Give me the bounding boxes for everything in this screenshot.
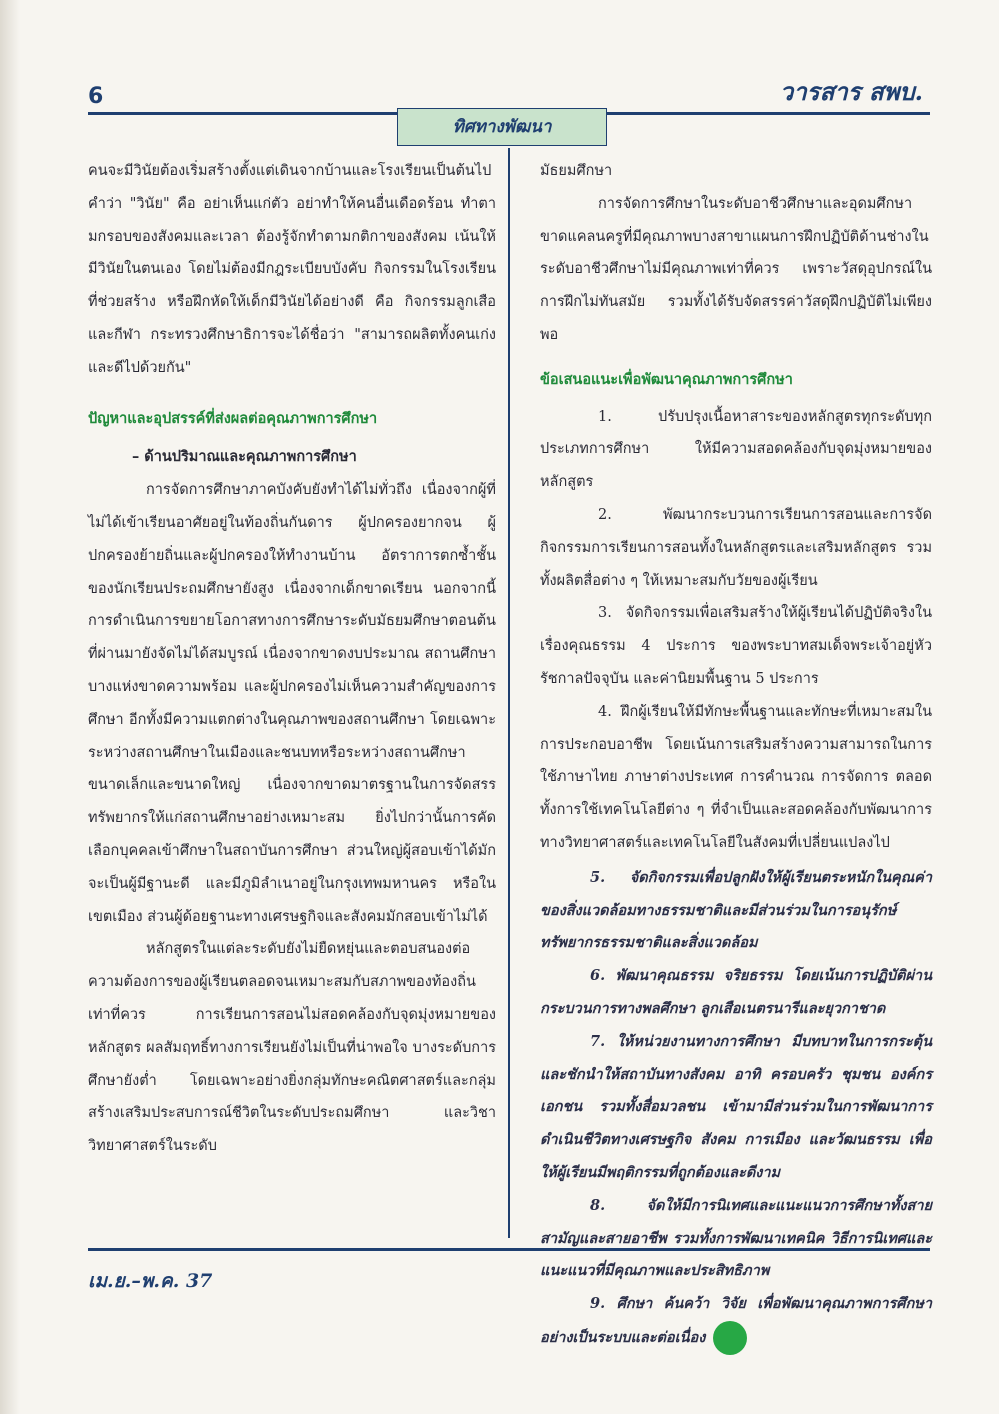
page-edge-shadow [0,0,20,1414]
page-number: 6 [88,84,104,109]
continuation-text: มัธยมศึกษา [540,163,613,179]
right-column [540,155,932,1355]
left-column [88,155,496,1163]
recommendation-item-small: 7. ให้หน่วยงานทางการศึกษา มีบทบาทในการกระตุ้นและชักนำให้สถาบันทางสังคม อาทิ ครอบครัว ชุมชน องค์กรเอกชน รวมทั้งสื่อมวลชน เข้ามามีส่วนร่วมในการพัฒนาการดำเนินชีวิตทางเศรษฐกิจ สังคม การเมือง และวัฒนธรรม เพื่อให้ผู้เรียนมีพฤติกรรมที่ถูกต้องและดีงาม [540,1032,932,1181]
section-heading-problems: ปัญหาและอุปสรรค์ที่ส่งผลต่อคุณภาพการศึกษา [88,410,378,427]
paragraph-vocational: การจัดการศึกษาในระดับอาชีวศึกษาและอุดมศึกษาขาดแคลนครูที่มีคุณภาพบางสาขาแผนการฝึกปฏิบัติด้านช่างในระดับอาชีวศึกษาไม่มีคุณภาพเท่าที่ควร เพราะวัสดุอุปกรณ์ในการฝึกไม่ทันสมัย รวมทั้งได้รับจัดสรรค่าวัสดุฝึกปฏิบัติไม่เพียงพอ [540,195,932,343]
subheading-quantity-quality: – ด้านปริมาณและคุณภาพการศึกษา [132,449,357,466]
issue-date: เม.ย.–พ.ค. 37 [88,1270,213,1292]
paragraph-compulsory-education: การจัดการศึกษาภาคบังคับยังทำได้ไม่ทั่วถึง เนื่องจากผู้ที่ไม่ได้เข้าเรียนอาศัยอยู่ในท้องถิ่นกันดาร ผู้ปกครองยากจน ผู้ปกครองย้ายถิ่นและผู้ปกครองให้ทำงานบ้าน อัตราการตกซ้ำชั้นของนักเรียนประถมศึกษายังสูง เนื่องจากเด็กขาดเรียน นอกจากนี้การดำเนินการขยายโอกาสทางการศึกษาระดับมัธยมศึกษาตอนต้นที่ผ่านมายังจัดไม่ได้สมบูรณ์ เนื่องจากขาดงบประมาณ สถานศึกษาบางแห่งขาดความพร้อม และผู้ปกครองไม่เห็นความสำคัญของการศึกษา อีกทั้งมีความแตกต่างในคุณภาพของสถานศึกษา โดยเฉพาะระหว่างสถานศึกษาในเมืองและชนบทหรือระหว่างสถานศึกษาขนาดเล็กและขนาดใหญ่ เนื่องจากขาดมาตรฐานในการจัดสรรทรัพยากรให้แก่สถานศึกษาอย่างเหมาะสม ยิ่งไปกว่านั้นการคัดเลือกบุคคลเข้าศึกษาในสถาบันการศึกษา ส่วนใหญ่ผู้สอบเข้าได้มักจะเป็นผู้มีฐานะดี และมีภูมิลำเนาอยู่ในกรุงเทพมหานคร หรือในเขตเมือง ส่วนผู้ด้อยฐานะทางเศรษฐกิจและสังคมมักสอบเข้าไม่ได้ [88,482,496,925]
recommendation-item-last-text: 9. ศึกษา ค้นคว้า วิจัย เพื่อพัฒนาคุณภาพการศึกษาอย่างเป็นระบบและต่อเนื่อง [540,1295,932,1346]
section-heading-recommendations: ข้อเสนอแนะเพื่อพัฒนาคุณภาพการศึกษา [540,371,793,388]
recommendation-item: 1. ปรับปรุงเนื้อหาสาระของหลักสูตรทุกระดับทุกประเภทการศึกษา ให้มีความสอดคล้องกับจุดมุ่งหมายของหลักสูตร [540,408,932,491]
paragraph-curriculum: หลักสูตรในแต่ละระดับยังไม่ยืดหยุ่นและตอบสนองต่อความต้องการของผู้เรียนตลอดจนเหมาะสมกับสภาพของท้องถิ่นเท่าที่ควร การเรียนการสอนไม่สอดคล้องกับจุดมุ่งหมายของหลักสูตร ผลสัมฤทธิ์ทางการเรียนยังไม่เป็นที่น่าพอใจ บางระดับการศึกษายังต่ำ โดยเฉพาะอย่างยิ่งกลุ่มทักษะคณิตศาสตร์และกลุ่มสร้างเสริมประสบการณ์ชีวิตในระดับประถมศึกษา และวิชาวิทยาศาสตร์ในระดับ [88,941,496,1155]
recommendation-item-small: 6. พัฒนาคุณธรรม จริยธรรม โดยเน้นการปฏิบัติผ่านกระบวนการทางพลศึกษา ลูกเสือเนตรนารีและยุวกาชาด [540,967,932,1017]
column-divider [508,148,510,1238]
intro-paragraph: คนจะมีวินัยต้องเริ่มสร้างตั้งแต่เดินจากบ้านและโรงเรียนเป็นต้นไป คำว่า "วินัย" คือ อย่าเห็นแก่ตัว อย่าทำให้คนอื่นเดือดร้อน ทำตามกรอบของสังคมและเวลา ต้องรู้จักทำตามกติกาของสังคม เน้นให้มีวินัยในตนเอง โดยไม่ต้องมีกฎระเบียบบังคับ กิจกรรมในโรงเรียนที่ช่วยสร้าง หรือฝึกหัดให้เด็กมีวินัยได้อย่างดี คือ กิจกรรมลูกเสือ และกีฬา กระทรวงศึกษาธิการจะได้ชื่อว่า "สามารถผลิตทั้งคนเก่งและดีไปด้วยกัน" [88,163,496,376]
recommendation-item: 2. พัฒนากระบวนการเรียนการสอนและการจัดกิจกรรมการเรียนการสอนทั้งในหลักสูตรและเสริมหลักสูตร รวมทั้งผลิตสื่อต่าง ๆ ให้เหมาะสมกับวัยของผู้เรียน [540,506,932,589]
recommendation-item-small: 5. จัดกิจกรรมเพื่อปลูกฝังให้ผู้เรียนตระหนักในคุณค่าของสิ่งแวดล้อมทางธรรมชาติและมีส่วนร่วมในการอนุรักษ์ทรัพยากรธรรมชาติและสิ่งแวดล้อม [540,868,932,952]
journal-name: วารสาร สพบ. [779,77,923,106]
section-tab: ทิศทางพัฒนา [397,108,607,146]
recommendation-item: 3. จัดกิจกรรมเพื่อเสริมสร้างให้ผู้เรียนได้ปฏิบัติจริงในเรื่องคุณธรรม 4 ประการ ของพระบาทสมเด็จพระเจ้าอยู่หัวรัชกาลปัจจุบัน และค่านิยมพื้นฐาน 5 ประการ [540,605,932,687]
recommendation-item-small: 8. จัดให้มีการนิเทศและแนะแนวการศึกษาทั้งสายสามัญและสายอาชีพ รวมทั้งการพัฒนาเทคนิค วิธีการนิเทศและแนะแนวที่มีคุณภาพและประสิทธิภาพ [540,1196,932,1280]
recommendation-item-last [540,1288,932,1355]
recommendation-item: 4. ฝึกผู้เรียนให้มีทักษะพื้นฐานและทักษะที่เหมาะสมในการประกอบอาชีพ โดยเน้นการเสริมสร้างความสามารถในการใช้ภาษาไทย ภาษาต่างประเทศ การคำนวณ การจัดการ ตลอดทั้งการใช้เทคโนโลยีต่าง ๆ ที่จำเป็นและสอดคล้องกับพัฒนาการทางวิทยาศาสตร์และเทคโนโลยีในสังคมที่เปลี่ยนแปลงไป [540,703,932,851]
end-mark-icon [713,1321,747,1355]
footer-rule [88,1248,930,1251]
